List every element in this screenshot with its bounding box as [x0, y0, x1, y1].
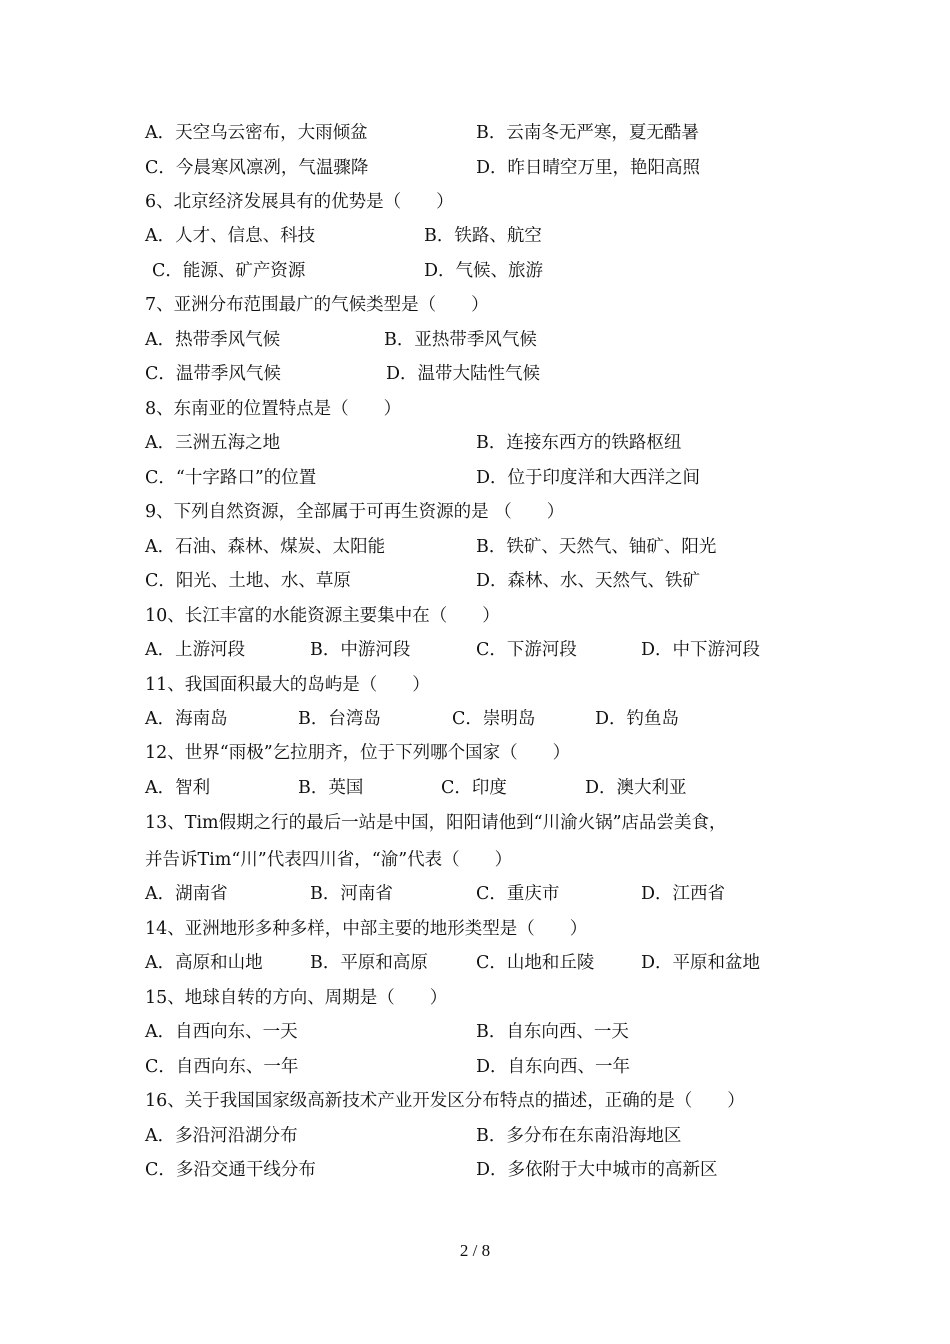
answer-option: B．英国 [298, 778, 364, 798]
answer-option: A．热带季风气候 [145, 330, 281, 350]
answer-option: A．湖南省 [145, 884, 228, 904]
answer-option: C．印度 [441, 778, 507, 798]
answer-option: A．自西向东、一天 [145, 1022, 298, 1042]
question-text: 并告诉Tim“川”代表四川省，“渝”代表（ ） [145, 850, 513, 870]
answer-option: D．平原和盆地 [641, 953, 761, 973]
question-text: 16、关于我国国家级高新技术产业开发区分布特点的描述，正确的是（ ） [145, 1091, 745, 1111]
answer-option: D．中下游河段 [641, 640, 761, 660]
answer-option: A．海南岛 [145, 709, 228, 729]
answer-option: C．“十字路口”的位置 [145, 468, 317, 488]
answer-option: B．河南省 [310, 884, 393, 904]
question-text: 11、我国面积最大的岛屿是（ ） [145, 675, 430, 695]
answer-option: B．连接东西方的铁路枢纽 [476, 433, 682, 453]
question-text: 8、东南亚的位置特点是（ ） [145, 399, 402, 419]
answer-option: C．能源、矿产资源 [152, 261, 306, 281]
answer-option: A．三洲五海之地 [145, 433, 281, 453]
answer-option: B．云南冬无严寒，夏无酷暑 [476, 123, 699, 143]
answer-option: D．江西省 [641, 884, 726, 904]
answer-option: A．天空乌云密布，大雨倾盆 [145, 123, 368, 143]
question-text: 13、Tim假期之行的最后一站是中国，阳阳请他到“川渝火锅”店品尝美食， [145, 813, 727, 833]
answer-option: C．山地和丘陵 [476, 953, 595, 973]
answer-option: C．多沿交通干线分布 [145, 1160, 316, 1180]
question-text: 6、北京经济发展具有的优势是（ ） [145, 192, 454, 212]
answer-option: B．多分布在东南沿海地区 [476, 1126, 682, 1146]
answer-option: A．上游河段 [145, 640, 246, 660]
answer-option: B．铁路、航空 [424, 226, 542, 246]
answer-option: D．钓鱼岛 [595, 709, 680, 729]
answer-option: A．多沿河沿湖分布 [145, 1126, 298, 1146]
answer-option: D．气候、旅游 [424, 261, 544, 281]
answer-option: C．重庆市 [476, 884, 560, 904]
answer-option: B．中游河段 [310, 640, 411, 660]
question-text: 12、世界“雨极”乞拉朋齐，位于下列哪个国家（ ） [145, 743, 571, 763]
page-number: 2 / 8 [459, 1241, 491, 1260]
answer-option: B．亚热带季风气候 [384, 330, 537, 350]
answer-option: D．森林、水、天然气、铁矿 [476, 571, 701, 591]
answer-option: A．石油、森林、煤炭、太阳能 [145, 537, 386, 557]
answer-option: C．阳光、土地、水、草原 [145, 571, 351, 591]
answer-option: C．温带季风气候 [145, 364, 281, 384]
answer-option: D．多依附于大中城市的高新区 [476, 1160, 718, 1180]
question-text: 15、地球自转的方向、周期是（ ） [145, 988, 448, 1008]
answer-option: D．温带大陆性气候 [386, 364, 541, 384]
answer-option: D．昨日晴空万里，艳阳高照 [476, 158, 701, 178]
answer-option: A．高原和山地 [145, 953, 263, 973]
answer-option: B．平原和高原 [310, 953, 428, 973]
answer-option: B．自东向西、一天 [476, 1022, 629, 1042]
question-text: 9、下列自然资源，全部属于可再生资源的是 （ ） [145, 502, 565, 522]
answer-option: B．台湾岛 [298, 709, 381, 729]
answer-option: D．位于印度洋和大西洋之间 [476, 468, 701, 488]
question-text: 7、亚洲分布范围最广的气候类型是（ ） [145, 295, 489, 315]
answer-option: C．下游河段 [476, 640, 577, 660]
answer-option: D．自东向西、一年 [476, 1057, 631, 1077]
answer-option: C．崇明岛 [452, 709, 536, 729]
answer-option: D．澳大利亚 [585, 778, 687, 798]
answer-option: B．铁矿、天然气、铀矿、阳光 [476, 537, 717, 557]
answer-option: A．人才、信息、科技 [145, 226, 316, 246]
answer-option: A．智利 [145, 778, 211, 798]
answer-option: C．今晨寒风凛冽，气温骤降 [145, 158, 369, 178]
question-text: 14、亚洲地形多种多样，中部主要的地形类型是（ ） [145, 919, 588, 939]
answer-option: C．自西向东、一年 [145, 1057, 299, 1077]
question-text: 10、长江丰富的水能资源主要集中在（ ） [145, 606, 500, 626]
